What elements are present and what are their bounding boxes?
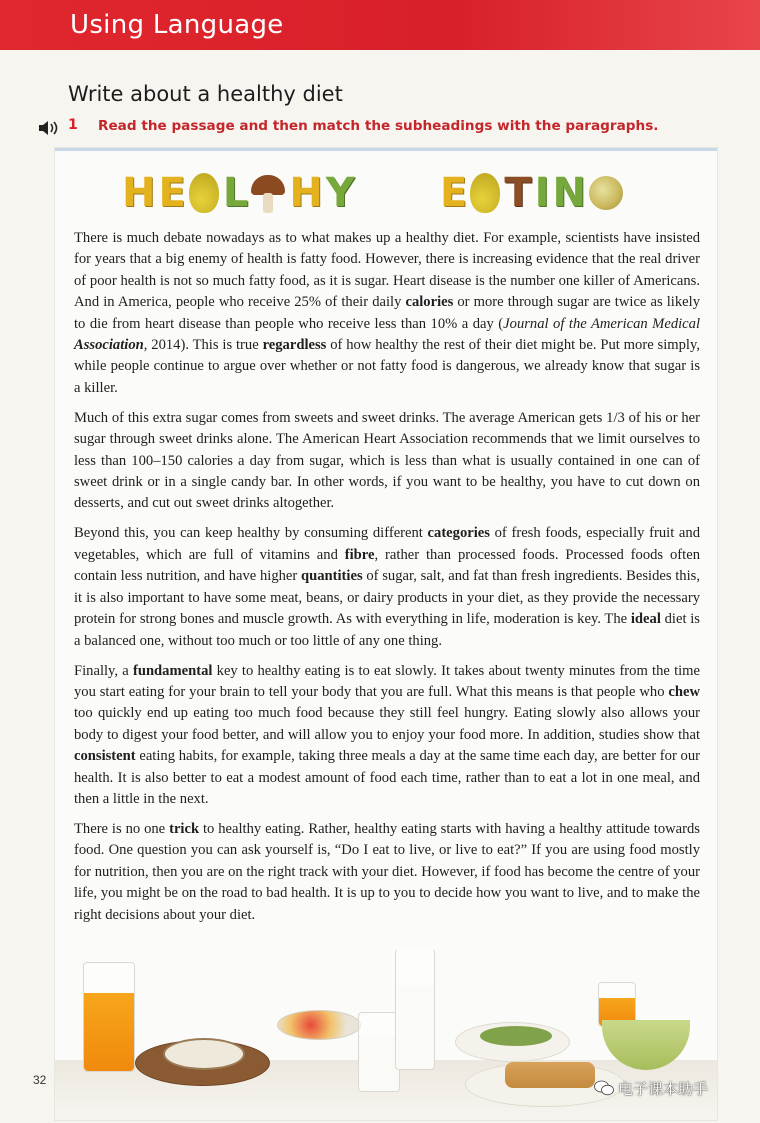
fruit-bowl — [277, 1010, 361, 1040]
reading-passage — [74, 228, 700, 935]
title-letter-e: E — [158, 170, 186, 216]
vocab-word: trick — [169, 820, 200, 837]
passage-text: Journal of the American Medical — [503, 315, 700, 332]
title-letter-l: L — [222, 170, 249, 216]
title-letter-h: H — [122, 170, 156, 216]
title-letter-t: T — [504, 170, 532, 216]
porridge-bowl — [163, 1038, 245, 1070]
paragraph-1 — [74, 228, 700, 399]
title-letter-e2: E — [440, 170, 468, 216]
juice-bottle — [83, 962, 135, 1072]
vocab-word: fundamental — [132, 662, 213, 679]
salad — [480, 1026, 552, 1046]
section-title: Write about a healthy diet — [68, 82, 343, 106]
passage-text: or more through sugar are twice as likely to die from heart disease than people who receive less than 10% a day ( — [74, 294, 700, 332]
paragraph-5 — [74, 819, 700, 926]
vocab-word: quantities — [301, 568, 363, 585]
passage-text: too quickly end up eating too much food because they still feel hungry. Eating slowly also allows your body to digest your food better, and will allow you to enjoy your food more. In addition, studies show that — [74, 705, 700, 743]
pear-icon — [470, 173, 500, 213]
milk-glass — [358, 1012, 400, 1092]
passage-text: diet is a balanced one, without too much or too little of any one thing. — [74, 611, 700, 649]
passage-text: to healthy eating. Rather, healthy eating starts with having a healthy attitude towards food. One question you can ask yourself is, “Do I eat to live, or live to eat?” If you are using food mostly for nutrition, then you are on the right track with your diet. However, if food has become the centre of your life, you might be on the road to bad health. It is up to you to decide how you want to live, and to make the right decisions about your diet. — [74, 820, 700, 923]
apple-icon — [589, 176, 623, 210]
section-banner — [0, 0, 760, 50]
passage-text: of fresh foods, especially fruit and vegetables, which are full of vitamins and — [74, 525, 701, 563]
passage-text: Finally, a — [74, 662, 133, 679]
title-letter-i: I — [534, 170, 550, 216]
vocab-word: ideal — [630, 611, 661, 628]
title-letter-y: Y — [325, 170, 355, 216]
passage-text: , rather than processed foods. Processed foods often contain less nutrition, and have higher — [74, 546, 700, 585]
passage-text: key to healthy eating is to eat slowly. It takes about twenty minutes from the time you start eating for your brain to tell your body that you are full. What this means is that people who — [74, 662, 701, 700]
pear-icon — [189, 173, 219, 213]
wechat-icon — [594, 1080, 614, 1096]
passage-text: Beyond this, you can keep healthy by consuming different — [74, 525, 428, 542]
exercise-number: 1 — [68, 117, 78, 133]
passage-text: There is no one — [74, 820, 170, 837]
title-letter-n: N — [552, 170, 586, 216]
vocab-word: categories — [427, 525, 490, 542]
passage-text: , 2014). This is true — [143, 337, 263, 354]
vocab-word: chew — [668, 683, 700, 700]
healthy-title-graphic — [122, 168, 358, 218]
vocab-word: fibre — [344, 546, 375, 563]
title-letter-h2: H — [289, 170, 323, 216]
banner-title: Using Language — [70, 10, 284, 40]
vocab-word: consistent — [74, 748, 136, 765]
passage-text: There is much debate nowadays as to what makes up a healthy diet. For example, scientists have insisted for years that a big enemy of health is fatty food. However, there is increasing evidence that the real driver of poor health is not so much fatty food, as it is sugar. Heart disease is the number one killer of Americans. And in America, people who receive 25% of their daily — [74, 230, 700, 311]
passage-text: Much of this extra sugar comes from sweets and sweet drinks. The average American gets 1/3 of his or her sugar through sweet drinks alone. The American Heart Association recommends that we limit ourselves to less than 100–150 calories a day from sugar, which is less than what is usually contained in one can of sweet drink or in a single candy bar. In other words, if you want to be healthy, you have to cut down on desserts, and cut out sweet drinks altogether. — [74, 409, 700, 512]
passage-text: eating habits, for example, taking three meals a day at the same time each day, are better for our health. It is also better to eat a modest amount of food each time, rather than to eat a lot in one meal, and then a little in the next. — [74, 748, 700, 807]
paragraph-3 — [74, 523, 700, 651]
paragraph-2 — [74, 408, 700, 515]
sandwich — [505, 1062, 595, 1088]
passage-text: of how healthy the rest of their diet might be. Put more simply, while people continue to argue over whether or not fatty food is dangerous, we already know that sugar is a killer. — [74, 337, 700, 396]
vocab-word: Association — [74, 337, 144, 354]
instruction-text: Read the passage and then match the subheadings with the paragraphs. — [98, 118, 659, 134]
eating-title-graphic — [440, 168, 626, 218]
paragraph-4 — [74, 661, 700, 811]
speaker-icon[interactable] — [38, 120, 60, 136]
watermark-text: 电子课本助手 — [618, 1080, 709, 1098]
page-number: 32 — [33, 1073, 47, 1087]
mushroom-icon — [251, 173, 285, 213]
vocab-word: calories — [405, 294, 454, 311]
vocab-word: regardless — [262, 337, 327, 354]
milk-bottle — [395, 950, 435, 1070]
instruction-row — [38, 117, 738, 139]
passage-text: of sugar, salt, and fat than fresh ingredients. Besides this, it is also important to have some meat, beans, or dairy products in your diet, as they provide the necessary protein for strong bones and muscle growth. As with everything in life, moderation is key. The — [74, 568, 700, 628]
